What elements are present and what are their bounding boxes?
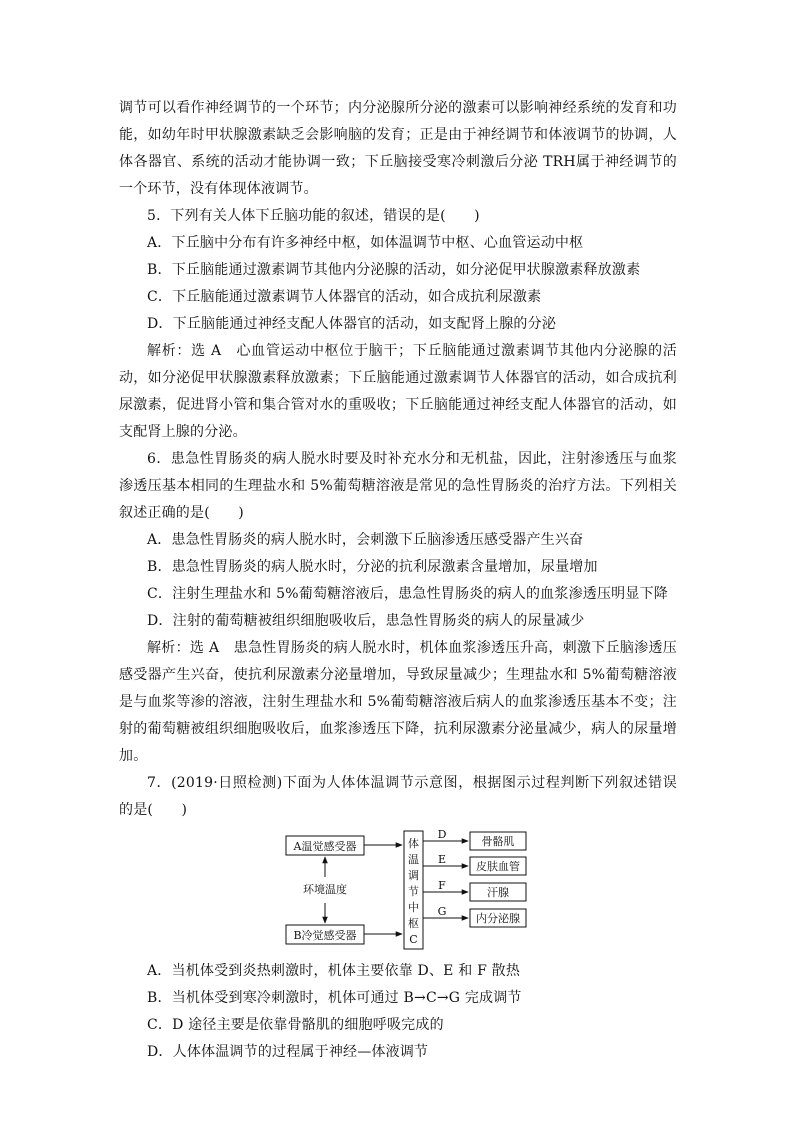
regulation-center-label <box>408 836 419 946</box>
path-label-e: E <box>437 853 447 866</box>
question-6-stem: 6．患急性胃肠炎的病人脱水时要及时补充水分和无机盐，因此，注射渗透压与血浆渗透压基本相同的生理盐水和 5%葡萄糖溶液是常见的急性胃肠炎的治疗方法。下列相关叙述正确的是( ) <box>119 451 677 521</box>
question-5-option-a: A．下丘脑中分布有许多神经中枢，如体温调节中枢、心血管运动中枢 <box>147 235 584 251</box>
target-organ-label: 汗腺 <box>487 886 509 899</box>
cold-receptor-label: B冷觉感受器 <box>293 929 357 942</box>
question-5-stem: 5．下列有关人体下丘脑功能的叙述，错误的是( ) <box>147 208 480 224</box>
regulation-center-char: 枢 <box>408 917 419 930</box>
question-7-option-d: D．人体体温调节的过程属于神经—体液调节 <box>147 1044 429 1060</box>
path-label-d: D <box>437 829 447 841</box>
question-5-analysis: 解析：选 A 心血管运动中枢位于脑干；下丘脑能通过激素调节其他内分泌腺的活动，如分泌促甲状腺激素释放激素；下丘脑能通过激素调节人体器官的活动，如合成抗利尿激素，促进肾小管和集合管对水的重吸收；下丘脑能通过神经支配人体器官的活动，如支配肾上腺的分泌。 <box>119 343 677 440</box>
regulation-center-char: 中 <box>408 901 419 914</box>
regulation-center-char: 体 <box>408 837 419 850</box>
regulation-center-char: C <box>409 933 418 946</box>
intro-paragraph: 调节可以看作神经调节的一个环节；内分泌腺所分泌的激素可以影响神经系统的发育和功能，如幼年时甲状腺激素缺乏会影响脑的发育；正是由于神经调节和体液调节的协调，人体各器官、系统的活动才能协调一致；下丘脑接受寒冷刺激后分泌 TRH属于神经调节的一个环节，没有体现体液调节。 <box>119 100 677 197</box>
question-6-option-b: B．患急性胃肠炎的病人脱水时，分泌的抗利尿激素含量增加，尿量增加 <box>147 559 598 575</box>
question-7-stem: 7．(2019·日照检测)下面为人体体温调节示意图，根据图示过程判断下列叙述错误的是( ) <box>119 775 677 818</box>
question-6-analysis: 解析：选 A 患急性胃肠炎的病人脱水时，机体血浆渗透压升高，刺激下丘脑渗透压感受器产生兴奋，使抗利尿激素分泌量增加，导致尿量减少；生理盐水和 5%葡萄糖溶液是与血浆等渗的溶液，注射生理盐水和 5%葡萄糖溶液后病人的血浆渗透压基本不变；注射的葡萄糖被组织细胞吸收后，血浆渗透压下降，抗利尿激素分泌量减少，病人的尿量增加。 <box>119 640 677 764</box>
question-7-option-c: C．D 途径主要是依靠骨骼肌的细胞呼吸完成的 <box>147 1017 444 1033</box>
path-label-f: F <box>438 879 446 892</box>
question-6-option-a: A．患急性胃肠炎的病人脱水时，会刺激下丘脑渗透压感受器产生兴奋 <box>147 532 584 548</box>
question-5-option-d: D．下丘脑能通过神经支配人体器官的活动，如支配肾上腺的分泌 <box>147 316 557 332</box>
target-organ-label: 内分泌腺 <box>476 912 520 925</box>
question-7-option-a: A．当机体受到炎热刺激时，机体主要依靠 D、E 和 F 散热 <box>147 963 521 979</box>
thermoregulation-diagram <box>119 829 677 955</box>
question-5-option-c: C．下丘脑能通过激素调节人体器官的活动，如合成抗利尿激素 <box>147 289 542 305</box>
target-organ-label: 皮肤血管 <box>476 860 520 873</box>
document-page <box>119 95 677 1066</box>
regulation-center-char: 温 <box>408 853 419 866</box>
question-6-option-d: D．注射的葡萄糖被组织细胞吸收后，患急性胃肠炎的病人的尿量减少 <box>147 613 585 629</box>
path-label-g: G <box>437 905 447 918</box>
warm-receptor-label: A温觉感受器 <box>293 840 357 853</box>
question-6-option-c: C．注射生理盐水和 5%葡萄糖溶液后，患急性胃肠炎的病人的血浆渗透压明显下降 <box>147 586 668 602</box>
thermoregulation-diagram-svg <box>285 829 531 953</box>
regulation-center-char: 调 <box>408 869 419 882</box>
effector-targets <box>423 829 526 927</box>
target-organ-label: 骨骼肌 <box>481 835 515 848</box>
regulation-center-char: 节 <box>408 885 419 898</box>
question-7-option-b: B．当机体受到寒冷刺激时，机体可通过 B→C→G 完成调节 <box>147 990 522 1006</box>
environment-temperature-label: 环境温度 <box>303 883 347 896</box>
question-5-option-b: B．下丘脑能通过激素调节其他内分泌腺的活动，如分泌促甲状腺激素释放激素 <box>147 262 641 278</box>
